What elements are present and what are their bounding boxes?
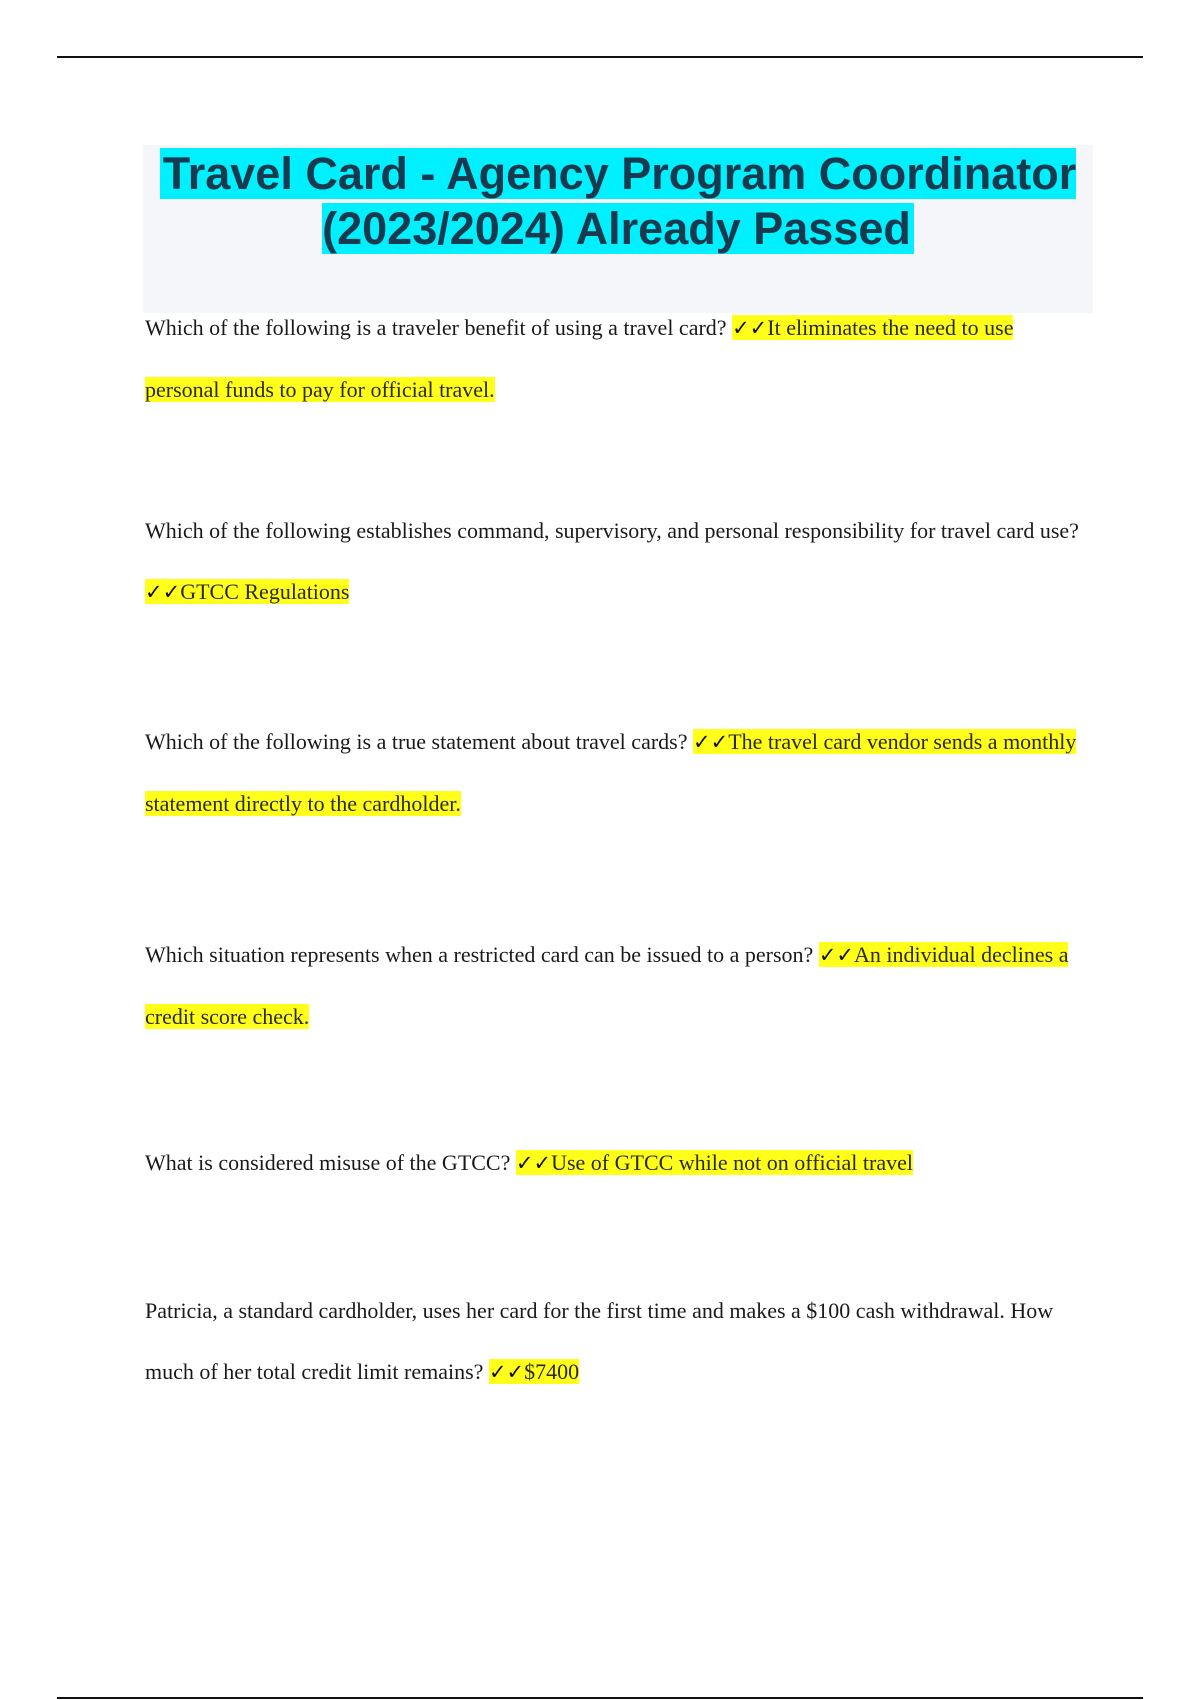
answer-text: It eliminates the need to use personal funds to pay for official travel. xyxy=(145,315,1014,402)
answer-text: An individual declines a credit score check. xyxy=(145,942,1069,1029)
qa-item-1 xyxy=(145,297,1085,420)
question-text: Patricia, a standard cardholder, uses her card for the first time and makes a $100 cash withdrawal. How much of her total credit limit remains? xyxy=(145,1298,1054,1384)
double-check-icon: ✓✓ xyxy=(488,1360,525,1384)
question-text: Which of the following is a traveler benefit of using a travel card? xyxy=(145,315,727,340)
answer-highlight xyxy=(489,1359,579,1384)
double-check-icon: ✓✓ xyxy=(732,316,768,340)
double-check-icon: ✓✓ xyxy=(692,730,729,754)
answer-text: $7400 xyxy=(524,1359,580,1384)
double-check-icon: ✓✓ xyxy=(818,943,855,967)
question-text: What is considered misuse of the GTCC? xyxy=(145,1150,511,1175)
question-text: Which of the following establishes command, supervisory, and personal responsibility for travel card use? xyxy=(145,518,1079,543)
document-title xyxy=(143,145,1093,256)
qa-item-4 xyxy=(145,924,1085,1047)
double-check-icon: ✓✓ xyxy=(515,1151,552,1175)
answer-highlight xyxy=(145,579,349,604)
double-check-icon: ✓✓ xyxy=(145,580,181,604)
qa-item-5 xyxy=(145,1132,1085,1194)
title-banner xyxy=(143,145,1093,313)
answer-highlight xyxy=(516,1150,913,1175)
answer-text: The travel card vendor sends a monthly statement directly to the cardholder. xyxy=(145,729,1077,816)
qa-item-6 xyxy=(145,1280,1085,1403)
qa-item-3 xyxy=(145,711,1085,834)
question-text: Which situation represents when a restricted card can be issued to a person? xyxy=(145,942,814,967)
question-text: Which of the following is a true statement about travel cards? xyxy=(145,729,688,754)
qa-item-2 xyxy=(145,500,1085,623)
answer-text: Use of GTCC while not on official travel xyxy=(551,1150,913,1175)
header-rule xyxy=(57,56,1143,58)
answer-text: GTCC Regulations xyxy=(180,579,350,604)
footer-rule xyxy=(57,1697,1143,1699)
document-title-text: Travel Card - Agency Program Coordinator (2023/2024) Already Passed xyxy=(160,148,1077,254)
